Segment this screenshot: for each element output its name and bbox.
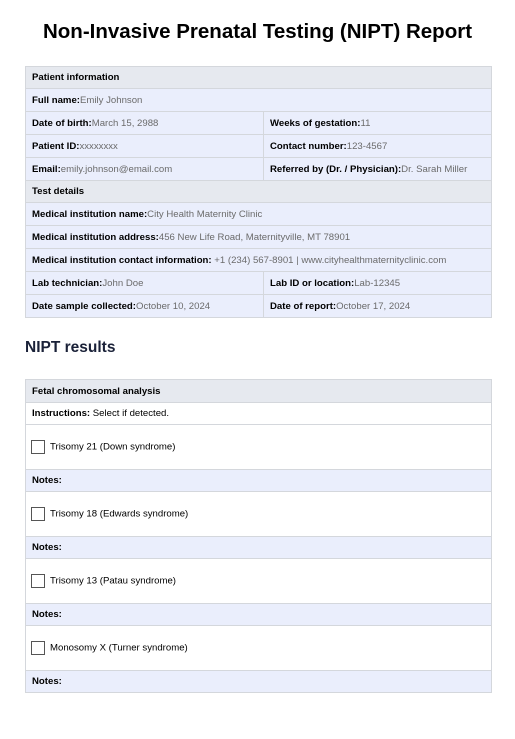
technician-field[interactable]	[26, 272, 264, 295]
result-item	[26, 425, 492, 470]
monosomy-x-checkbox[interactable]	[31, 641, 45, 655]
report-date-label: Date of report:	[270, 300, 337, 312]
institution-contact-field[interactable]	[26, 249, 492, 272]
lab-id-field[interactable]	[264, 272, 492, 295]
notes-label: Notes:	[32, 475, 62, 486]
contact-value: 123-4567	[346, 140, 388, 152]
notes-row	[26, 604, 492, 626]
instructions-label: Instructions:	[32, 408, 91, 419]
notes-row	[26, 671, 492, 693]
institution-name-row	[26, 203, 492, 226]
report-date-value: October 17, 2024	[336, 300, 411, 312]
result-item-row	[26, 559, 492, 604]
trisomy-21-checkbox[interactable]	[31, 440, 45, 454]
institution-name-label: Medical institution name:	[32, 208, 148, 220]
contact-label: Contact number:	[270, 140, 347, 152]
notes-label: Notes:	[32, 676, 62, 687]
dob-row	[26, 112, 492, 135]
patient-info-header	[26, 67, 492, 89]
nipt-results-title: NIPT results	[25, 339, 116, 356]
referred-label: Referred by (Dr. / Physician):	[270, 163, 402, 175]
trisomy-13-checkbox[interactable]	[31, 574, 45, 588]
institution-contact-value: +1 (234) 567-8901 | www.cityhealthmaternityclinic.com	[214, 254, 447, 266]
institution-name-field[interactable]	[26, 203, 492, 226]
test-details-header	[26, 181, 492, 203]
collected-label: Date sample collected:	[32, 300, 136, 312]
patient-id-field[interactable]	[26, 135, 264, 158]
patient-id-value: xxxxxxxx	[79, 140, 118, 152]
institution-contact-label: Medical institution contact information:	[32, 254, 212, 266]
trisomy-18-checkbox[interactable]	[31, 507, 45, 521]
referred-field[interactable]	[264, 158, 492, 181]
dates-row	[26, 295, 492, 318]
institution-address-value: 456 New Life Road, Maternityville, MT 78901	[158, 231, 351, 243]
technician-value: John Doe	[102, 277, 144, 289]
collected-value: October 10, 2024	[135, 300, 211, 312]
lab-id-label: Lab ID or location:	[270, 277, 355, 289]
email-value: emily.johnson@email.com	[60, 163, 173, 175]
patient-id-label: Patient ID:	[32, 140, 80, 152]
fetal-analysis-heading: Fetal chromosomal analysis	[26, 380, 492, 403]
weeks-label: Weeks of gestation:	[270, 117, 361, 129]
monosomy-x-label: Monosomy X (Turner syndrome)	[50, 642, 188, 654]
weeks-value: 11	[360, 117, 371, 129]
result-item	[26, 492, 492, 537]
result-item-row	[26, 626, 492, 671]
patient-info-table	[25, 66, 492, 318]
trisomy-21-label: Trisomy 21 (Down syndrome)	[50, 441, 176, 453]
result-item-row	[26, 425, 492, 470]
weeks-field[interactable]	[264, 112, 492, 135]
dob-value: March 15, 2988	[91, 117, 159, 129]
result-item	[26, 626, 492, 671]
institution-address-field[interactable]	[26, 226, 492, 249]
lab-id-value: Lab-12345	[354, 277, 401, 289]
notes-row	[26, 470, 492, 492]
email-field[interactable]	[26, 158, 264, 181]
trisomy-21-notes-field[interactable]	[26, 470, 492, 492]
contact-field[interactable]	[264, 135, 492, 158]
instructions-text: Select if detected.	[92, 408, 170, 419]
full-name-value: Emily Johnson	[79, 94, 143, 106]
trisomy-13-label: Trisomy 13 (Patau syndrome)	[50, 575, 177, 587]
report-date-field[interactable]	[264, 295, 492, 318]
notes-label: Notes:	[32, 542, 62, 553]
referred-value: Dr. Sarah Miller	[401, 163, 468, 175]
trisomy-13-notes-field[interactable]	[26, 604, 492, 626]
report-title: Non-Invasive Prenatal Testing (NIPT) Report	[42, 20, 473, 43]
trisomy-18-notes-field[interactable]	[26, 537, 492, 559]
technician-label: Lab technician:	[32, 277, 103, 289]
result-item-row	[26, 492, 492, 537]
dob-field[interactable]	[26, 112, 264, 135]
test-details-heading: Test details	[26, 181, 492, 203]
full-name-label: Full name:	[32, 94, 80, 106]
institution-address-row	[26, 226, 492, 249]
email-row	[26, 158, 492, 181]
fetal-analysis-table	[25, 379, 492, 693]
technician-row	[26, 272, 492, 295]
dob-label: Date of birth:	[32, 117, 92, 129]
institution-contact-row	[26, 249, 492, 272]
notes-row	[26, 537, 492, 559]
full-name-row	[26, 89, 492, 112]
institution-name-value: City Health Maternity Clinic	[147, 208, 263, 220]
instructions-row	[26, 403, 492, 425]
monosomy-x-notes-field[interactable]	[26, 671, 492, 693]
instructions-cell	[26, 403, 492, 425]
result-item	[26, 559, 492, 604]
institution-address-label: Medical institution address:	[32, 231, 159, 243]
email-label: Email:	[32, 163, 61, 175]
collected-field[interactable]	[26, 295, 264, 318]
trisomy-18-label: Trisomy 18 (Edwards syndrome)	[50, 508, 189, 520]
fetal-analysis-header	[26, 380, 492, 403]
notes-label: Notes:	[32, 609, 62, 620]
full-name-field[interactable]	[26, 89, 492, 112]
patient-info-heading: Patient information	[26, 67, 492, 89]
patient-id-row	[26, 135, 492, 158]
